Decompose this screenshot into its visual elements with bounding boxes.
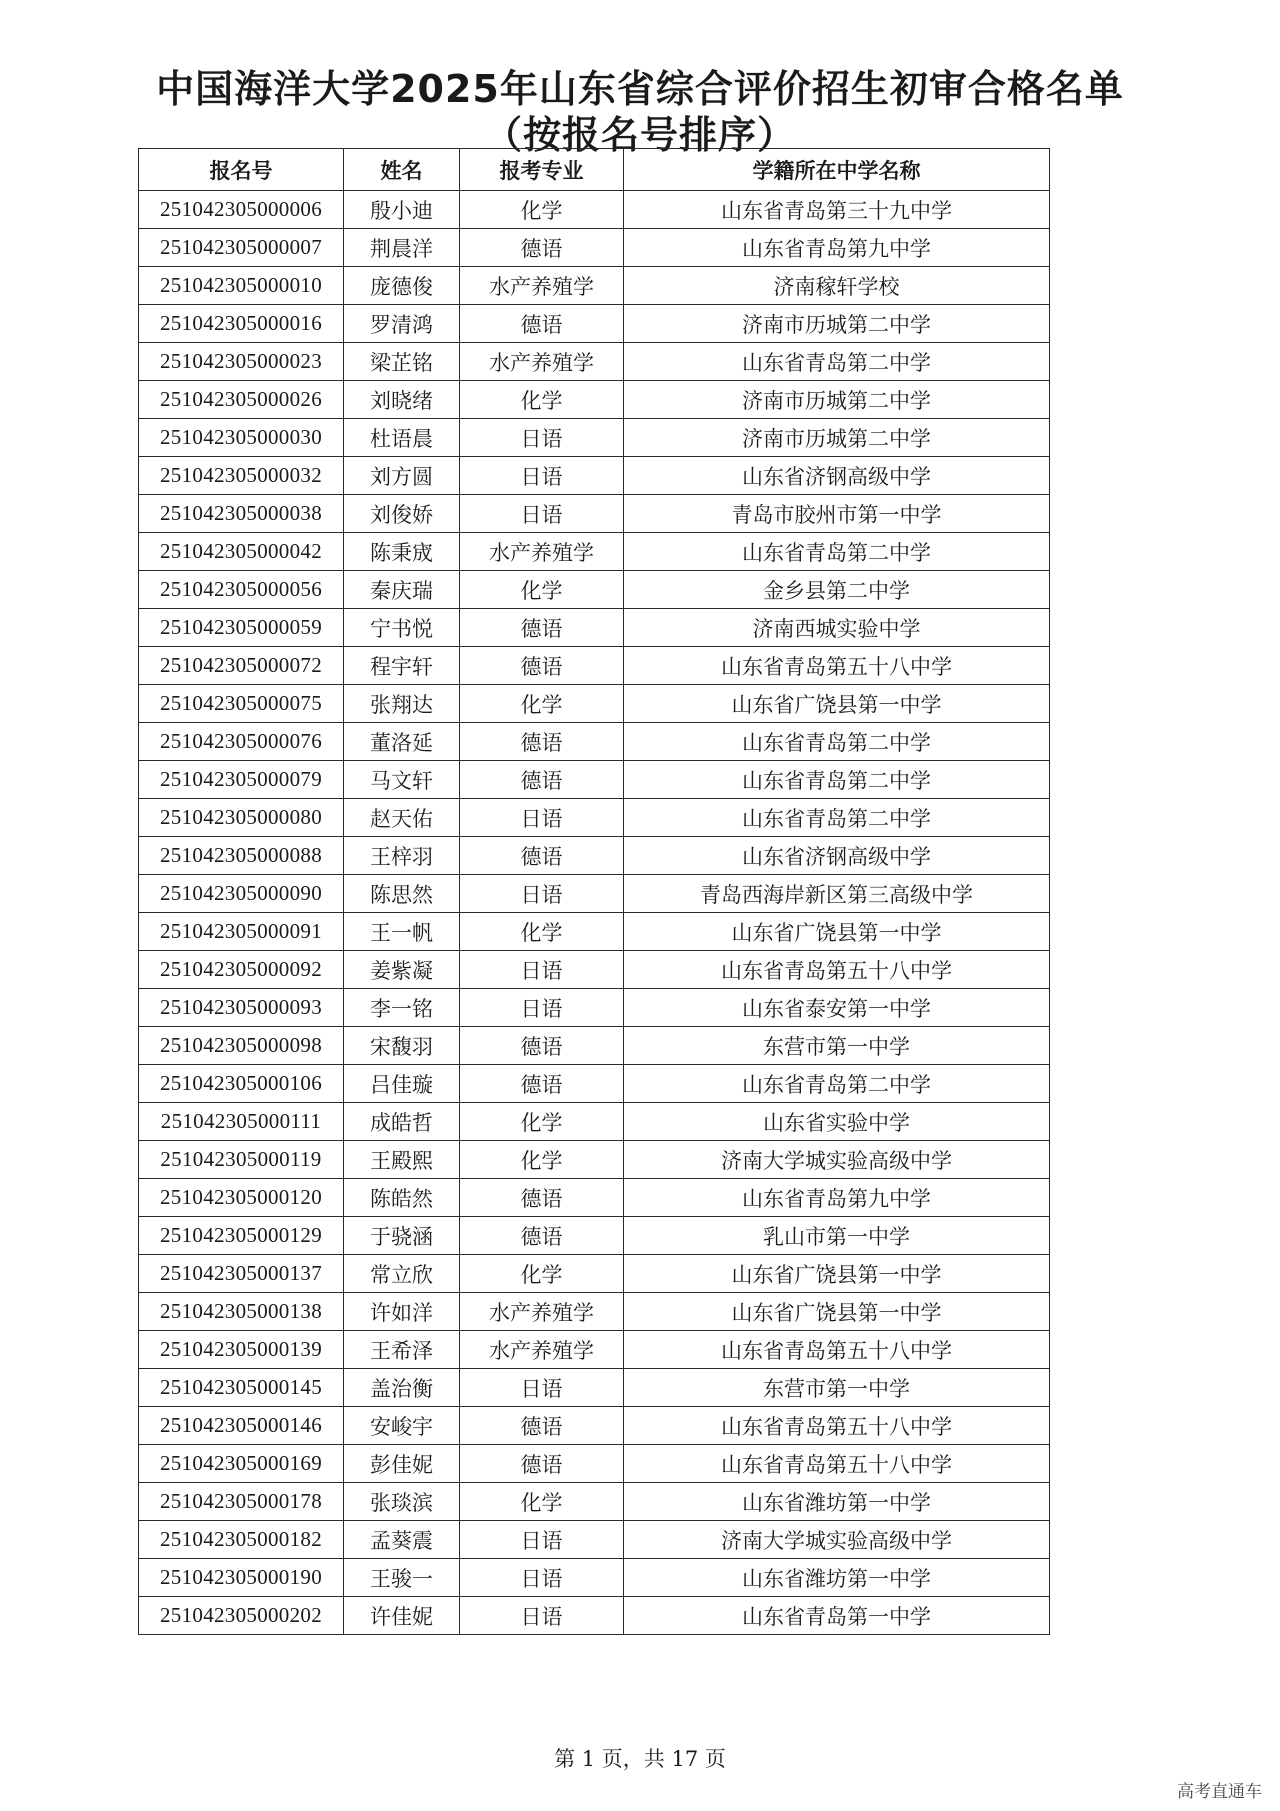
table-row (139, 685, 1050, 723)
school-cell: 济南市历城第二中学 (624, 381, 1050, 419)
school-cell: 乳山市第一中学 (624, 1217, 1050, 1255)
registration-number-cell: 251042305000138 (139, 1293, 344, 1331)
school-cell: 济南西城实验中学 (624, 609, 1050, 647)
table-row (139, 419, 1050, 457)
school-cell: 山东省青岛第二中学 (624, 533, 1050, 571)
school-cell: 山东省潍坊第一中学 (624, 1483, 1050, 1521)
school-cell: 山东省青岛第二中学 (624, 799, 1050, 837)
name-cell: 马文轩 (344, 761, 460, 799)
name-cell: 于骁涵 (344, 1217, 460, 1255)
name-cell: 赵天佑 (344, 799, 460, 837)
major-cell: 化学 (460, 913, 624, 951)
registration-number-cell: 251042305000111 (139, 1103, 344, 1141)
registration-number-cell: 251042305000090 (139, 875, 344, 913)
major-cell: 化学 (460, 1103, 624, 1141)
name-cell: 彭佳妮 (344, 1445, 460, 1483)
table-row (139, 1597, 1050, 1635)
major-cell: 水产养殖学 (460, 533, 624, 571)
major-cell: 日语 (460, 1559, 624, 1597)
registration-number-cell: 251042305000169 (139, 1445, 344, 1483)
major-cell: 德语 (460, 647, 624, 685)
registration-number-cell: 251042305000088 (139, 837, 344, 875)
table-row (139, 1217, 1050, 1255)
school-cell: 山东省青岛第五十八中学 (624, 951, 1050, 989)
major-cell: 日语 (460, 875, 624, 913)
registration-number-cell: 251042305000042 (139, 533, 344, 571)
page-number: 第 1 页，共 17 页 (554, 1747, 726, 1771)
name-cell: 姜紫凝 (344, 951, 460, 989)
name-cell: 宋馥羽 (344, 1027, 460, 1065)
table-row (139, 1407, 1050, 1445)
table-row (139, 571, 1050, 609)
name-cell: 王一帆 (344, 913, 460, 951)
name-cell: 刘俊娇 (344, 495, 460, 533)
major-cell: 德语 (460, 1217, 624, 1255)
table-row (139, 1369, 1050, 1407)
name-cell: 王梓羽 (344, 837, 460, 875)
major-cell: 水产养殖学 (460, 267, 624, 305)
header-major: 报考专业 (460, 149, 624, 191)
table-row (139, 1293, 1050, 1331)
school-cell: 山东省青岛第二中学 (624, 761, 1050, 799)
name-cell: 张琰滨 (344, 1483, 460, 1521)
table-row (139, 457, 1050, 495)
school-cell: 山东省青岛第五十八中学 (624, 1407, 1050, 1445)
school-cell: 山东省广饶县第一中学 (624, 685, 1050, 723)
major-cell: 日语 (460, 989, 624, 1027)
major-cell: 日语 (460, 1597, 624, 1635)
name-cell: 荆晨洋 (344, 229, 460, 267)
table-row (139, 837, 1050, 875)
school-cell: 青岛西海岸新区第三高级中学 (624, 875, 1050, 913)
header-name: 姓名 (344, 149, 460, 191)
table-row (139, 1027, 1050, 1065)
registration-number-cell: 251042305000190 (139, 1559, 344, 1597)
registration-number-cell: 251042305000038 (139, 495, 344, 533)
header-school: 学籍所在中学名称 (624, 149, 1050, 191)
school-cell: 山东省济钢高级中学 (624, 457, 1050, 495)
registration-number-cell: 251042305000010 (139, 267, 344, 305)
header-registration-number: 报名号 (139, 149, 344, 191)
registration-number-cell: 251042305000091 (139, 913, 344, 951)
name-cell: 董洛延 (344, 723, 460, 761)
registration-number-cell: 251042305000072 (139, 647, 344, 685)
major-cell: 日语 (460, 951, 624, 989)
registration-number-cell: 251042305000092 (139, 951, 344, 989)
major-cell: 水产养殖学 (460, 1331, 624, 1369)
major-cell: 德语 (460, 1065, 624, 1103)
name-cell: 常立欣 (344, 1255, 460, 1293)
table-row (139, 875, 1050, 913)
name-cell: 宁书悦 (344, 609, 460, 647)
school-cell: 山东省青岛第五十八中学 (624, 647, 1050, 685)
major-cell: 水产养殖学 (460, 343, 624, 381)
name-cell: 王骏一 (344, 1559, 460, 1597)
school-cell: 山东省青岛第九中学 (624, 1179, 1050, 1217)
table-row (139, 229, 1050, 267)
registration-number-cell: 251042305000076 (139, 723, 344, 761)
school-cell: 山东省潍坊第一中学 (624, 1559, 1050, 1597)
school-cell: 山东省实验中学 (624, 1103, 1050, 1141)
table-row (139, 989, 1050, 1027)
name-cell: 张翔达 (344, 685, 460, 723)
school-cell: 东营市第一中学 (624, 1369, 1050, 1407)
table-row (139, 267, 1050, 305)
school-cell: 山东省泰安第一中学 (624, 989, 1050, 1027)
major-cell: 德语 (460, 229, 624, 267)
name-cell: 王希泽 (344, 1331, 460, 1369)
major-cell: 化学 (460, 1141, 624, 1179)
name-cell: 安峻宇 (344, 1407, 460, 1445)
registration-number-cell: 251042305000137 (139, 1255, 344, 1293)
major-cell: 化学 (460, 1483, 624, 1521)
school-cell: 东营市第一中学 (624, 1027, 1050, 1065)
table-row (139, 799, 1050, 837)
table-row (139, 495, 1050, 533)
registration-number-cell: 251042305000080 (139, 799, 344, 837)
name-cell: 孟葵震 (344, 1521, 460, 1559)
roster-table (138, 148, 1050, 1635)
registration-number-cell: 251042305000106 (139, 1065, 344, 1103)
major-cell: 日语 (460, 1369, 624, 1407)
registration-number-cell: 251042305000098 (139, 1027, 344, 1065)
table-row (139, 723, 1050, 761)
name-cell: 吕佳璇 (344, 1065, 460, 1103)
name-cell: 陈秉宬 (344, 533, 460, 571)
registration-number-cell: 251042305000016 (139, 305, 344, 343)
name-cell: 罗清鸿 (344, 305, 460, 343)
name-cell: 刘方圆 (344, 457, 460, 495)
document-title: 中国海洋大学2025年山东省综合评价招生初审合格名单 (156, 67, 1124, 111)
table-header-row (139, 149, 1050, 191)
major-cell: 德语 (460, 1445, 624, 1483)
registration-number-cell: 251042305000030 (139, 419, 344, 457)
registration-number-cell: 251042305000119 (139, 1141, 344, 1179)
registration-number-cell: 251042305000007 (139, 229, 344, 267)
name-cell: 盖治衡 (344, 1369, 460, 1407)
major-cell: 德语 (460, 609, 624, 647)
major-cell: 日语 (460, 799, 624, 837)
table-row (139, 1103, 1050, 1141)
registration-number-cell: 251042305000006 (139, 191, 344, 229)
table-row (139, 913, 1050, 951)
major-cell: 日语 (460, 419, 624, 457)
major-cell: 德语 (460, 761, 624, 799)
table-row (139, 343, 1050, 381)
table-row (139, 609, 1050, 647)
major-cell: 化学 (460, 191, 624, 229)
school-cell: 山东省青岛第五十八中学 (624, 1331, 1050, 1369)
school-cell: 山东省青岛第九中学 (624, 229, 1050, 267)
table-row (139, 533, 1050, 571)
registration-number-cell: 251042305000079 (139, 761, 344, 799)
registration-number-cell: 251042305000202 (139, 1597, 344, 1635)
name-cell: 王殿熙 (344, 1141, 460, 1179)
school-cell: 山东省广饶县第一中学 (624, 1255, 1050, 1293)
table-row (139, 1559, 1050, 1597)
school-cell: 青岛市胶州市第一中学 (624, 495, 1050, 533)
registration-number-cell: 251042305000026 (139, 381, 344, 419)
name-cell: 成皓哲 (344, 1103, 460, 1141)
registration-number-cell: 251042305000093 (139, 989, 344, 1027)
major-cell: 日语 (460, 495, 624, 533)
table-row (139, 191, 1050, 229)
major-cell: 德语 (460, 837, 624, 875)
table-row (139, 1483, 1050, 1521)
registration-number-cell: 251042305000056 (139, 571, 344, 609)
table-row (139, 1521, 1050, 1559)
registration-number-cell: 251042305000059 (139, 609, 344, 647)
registration-number-cell: 251042305000145 (139, 1369, 344, 1407)
registration-number-cell: 251042305000146 (139, 1407, 344, 1445)
school-cell: 山东省广饶县第一中学 (624, 1293, 1050, 1331)
school-cell: 山东省青岛第五十八中学 (624, 1445, 1050, 1483)
major-cell: 日语 (460, 457, 624, 495)
school-cell: 山东省青岛第二中学 (624, 723, 1050, 761)
school-cell: 山东省青岛第二中学 (624, 1065, 1050, 1103)
school-cell: 山东省青岛第二中学 (624, 343, 1050, 381)
school-cell: 金乡县第二中学 (624, 571, 1050, 609)
major-cell: 德语 (460, 1179, 624, 1217)
registration-number-cell: 251042305000023 (139, 343, 344, 381)
table-row (139, 1445, 1050, 1483)
school-cell: 济南大学城实验高级中学 (624, 1521, 1050, 1559)
major-cell: 德语 (460, 1407, 624, 1445)
name-cell: 陈思然 (344, 875, 460, 913)
major-cell: 德语 (460, 1027, 624, 1065)
table-row (139, 1141, 1050, 1179)
table-row (139, 381, 1050, 419)
major-cell: 德语 (460, 305, 624, 343)
name-cell: 秦庆瑞 (344, 571, 460, 609)
name-cell: 殷小迪 (344, 191, 460, 229)
name-cell: 刘晓绪 (344, 381, 460, 419)
major-cell: 日语 (460, 1521, 624, 1559)
school-cell: 山东省广饶县第一中学 (624, 913, 1050, 951)
major-cell: 德语 (460, 723, 624, 761)
table-row (139, 1065, 1050, 1103)
major-cell: 化学 (460, 571, 624, 609)
name-cell: 陈皓然 (344, 1179, 460, 1217)
school-cell: 济南市历城第二中学 (624, 305, 1050, 343)
major-cell: 化学 (460, 1255, 624, 1293)
name-cell: 许如洋 (344, 1293, 460, 1331)
name-cell: 许佳妮 (344, 1597, 460, 1635)
table-row (139, 647, 1050, 685)
table-row (139, 1331, 1050, 1369)
name-cell: 庞德俊 (344, 267, 460, 305)
school-cell: 山东省济钢高级中学 (624, 837, 1050, 875)
name-cell: 杜语晨 (344, 419, 460, 457)
registration-number-cell: 251042305000120 (139, 1179, 344, 1217)
school-cell: 济南稼轩学校 (624, 267, 1050, 305)
school-cell: 山东省青岛第三十九中学 (624, 191, 1050, 229)
table-row (139, 305, 1050, 343)
table-body (139, 191, 1050, 1635)
table-row (139, 1179, 1050, 1217)
table-row (139, 951, 1050, 989)
table-row (139, 1255, 1050, 1293)
major-cell: 化学 (460, 381, 624, 419)
registration-number-cell: 251042305000178 (139, 1483, 344, 1521)
registration-number-cell: 251042305000182 (139, 1521, 344, 1559)
school-cell: 济南市历城第二中学 (624, 419, 1050, 457)
registration-number-cell: 251042305000139 (139, 1331, 344, 1369)
table-row (139, 761, 1050, 799)
school-cell: 山东省青岛第一中学 (624, 1597, 1050, 1635)
watermark: 高考直通车 (1177, 1782, 1262, 1802)
name-cell: 李一铭 (344, 989, 460, 1027)
registration-number-cell: 251042305000032 (139, 457, 344, 495)
registration-number-cell: 251042305000129 (139, 1217, 344, 1255)
name-cell: 程宇轩 (344, 647, 460, 685)
registration-number-cell: 251042305000075 (139, 685, 344, 723)
school-cell: 济南大学城实验高级中学 (624, 1141, 1050, 1179)
document-subtitle: （按报名号排序） (483, 113, 796, 157)
major-cell: 水产养殖学 (460, 1293, 624, 1331)
name-cell: 梁芷铭 (344, 343, 460, 381)
major-cell: 化学 (460, 685, 624, 723)
